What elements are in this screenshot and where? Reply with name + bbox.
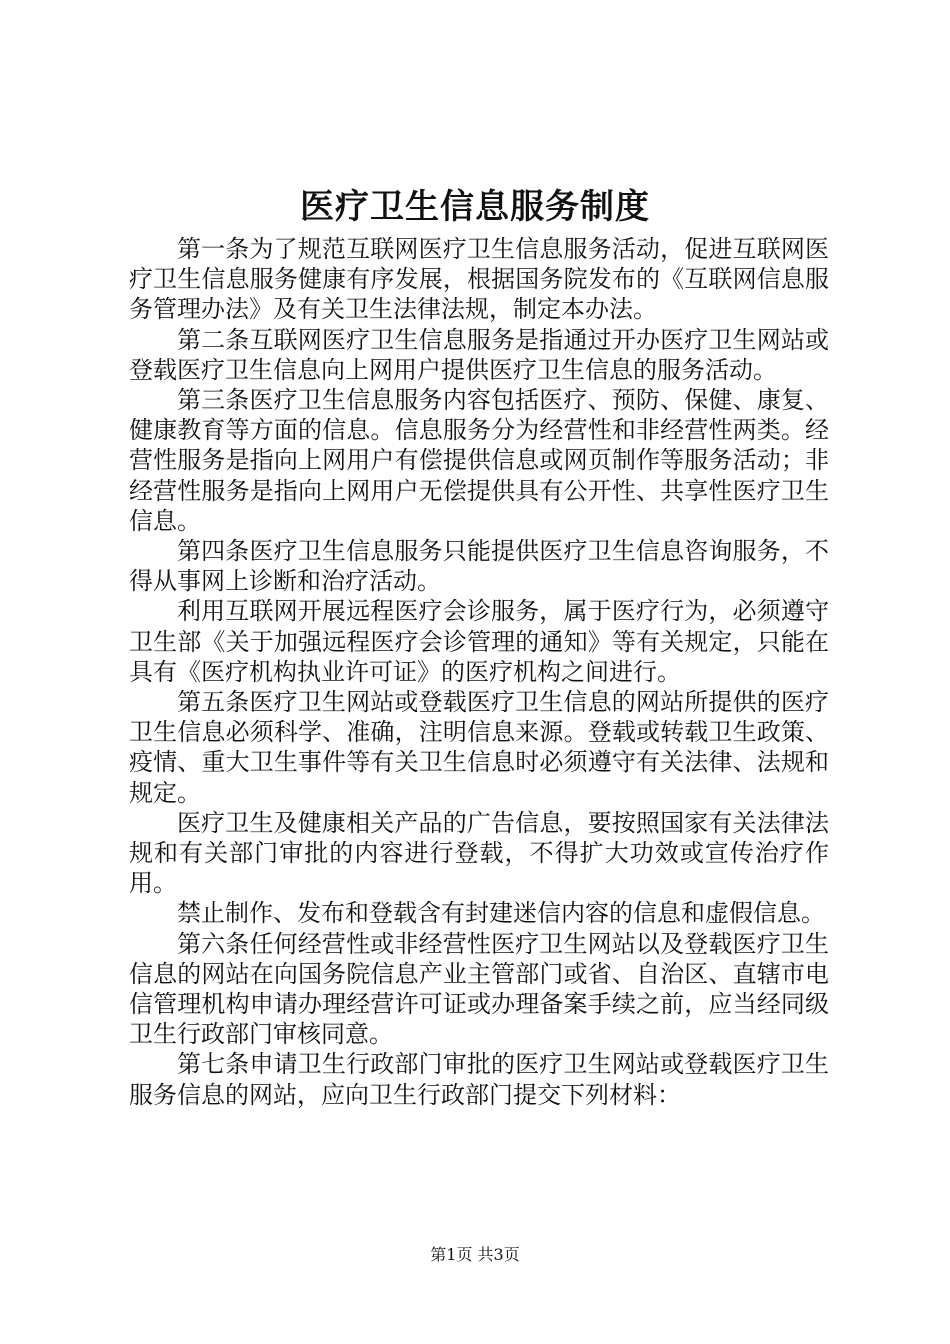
paragraph-article-2: 第二条互联网医疗卫生信息服务是指通过开办医疗卫生网站或登载医疗卫生信息向上网用户提供医疗卫生信息的服务活动。 [129,325,829,384]
document-body [129,234,829,1110]
document-title: 医疗卫生信息服务制度 [300,187,650,227]
page-number-footer: 第1页 共3页 [430,1245,520,1264]
paragraph-remote-consultation: 利用互联网开展远程医疗会诊服务，属于医疗行为，必须遵守卫生部《关于加强远程医疗会诊管理的通知》等有关规定，只能在具有《医疗机构执业许可证》的医疗机构之间进行。 [129,597,829,686]
paragraph-article-4: 第四条医疗卫生信息服务只能提供医疗卫生信息咨询服务，不得从事网上诊断和治疗活动。 [129,537,829,596]
paragraph-article-1: 第一条为了规范互联网医疗卫生信息服务活动，促进互联网医疗卫生信息服务健康有序发展，根据国务院发布的《互联网信息服务管理办法》及有关卫生法律法规，制定本办法。 [129,235,829,324]
paragraph-prohibition: 禁止制作、发布和登载含有封建迷信内容的信息和虚假信息。 [177,899,825,928]
paragraph-article-5: 第五条医疗卫生网站或登载医疗卫生信息的网站所提供的医疗卫生信息必须科学、准确，注明信息来源。登载或转载卫生政策、疫情、重大卫生事件等有关卫生信息时必须遵守有关法律、法规和规定。 [129,688,829,807]
paragraph-article-7: 第七条申请卫生行政部门审批的医疗卫生网站或登载医疗卫生服务信息的网站，应向卫生行政部门提交下列材料： [129,1050,829,1109]
paragraph-article-3: 第三条医疗卫生信息服务内容包括医疗、预防、保健、康复、健康教育等方面的信息。信息服务分为经营性和非经营性两类。经营性服务是指向上网用户有偿提供信息或网页制作等服务活动；非经营性服务是指向上网用户无偿提供具有公开性、共享性医疗卫生信息。 [129,386,829,535]
paragraph-advertising: 医疗卫生及健康相关产品的广告信息，要按照国家有关法律法规和有关部门审批的内容进行登载，不得扩大功效或宣传治疗作用。 [129,808,829,898]
paragraph-article-6: 第六条任何经营性或非经营性医疗卫生网站以及登载医疗卫生信息的网站在向国务院信息产业主管部门或省、自治区、直辖市电信管理机构申请办理经营许可证或办理备案手续之前，应当经同级卫生行政部门审核同意。 [129,929,829,1049]
